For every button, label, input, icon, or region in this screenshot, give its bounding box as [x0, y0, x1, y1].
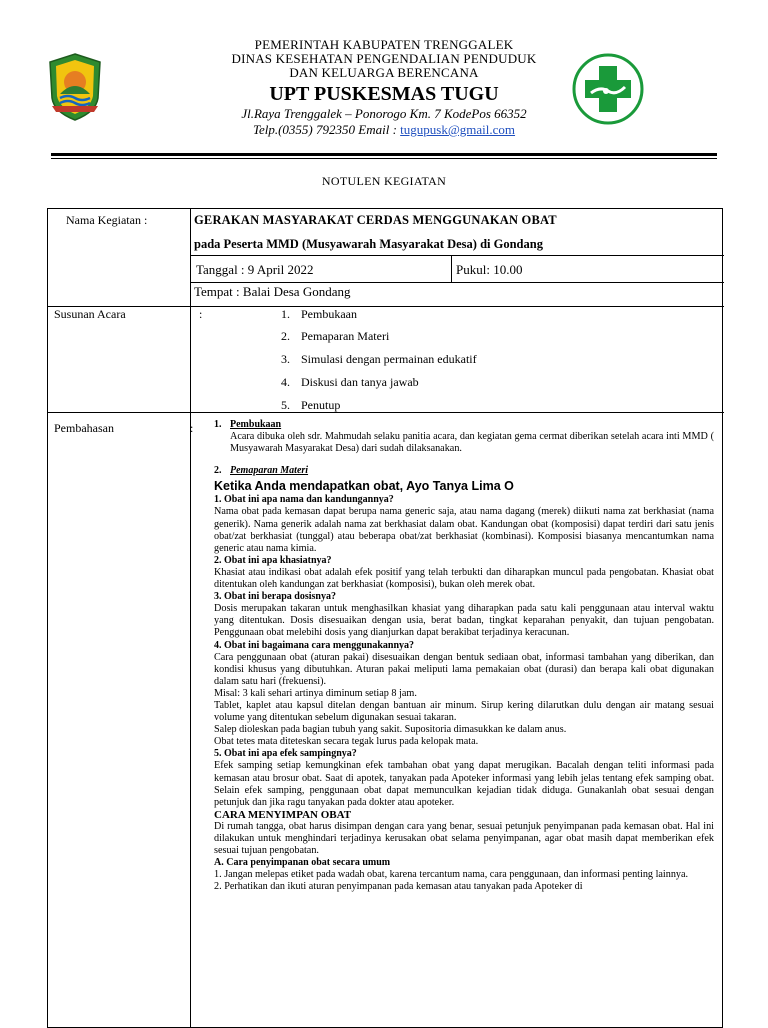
phone-text: Telp.(0355) 792350 Email : — [252, 122, 401, 137]
paragraph: Di rumah tangga, obat harus disimpan dengan cara yang benar, sesuai petunjuk penyimpanan pada kemasan obat. Hal ini dilakukan untuk menghindari terjadinya kerusakan obat selama penyimpanan, agar obat masih dapat memberikan efek sesuai tujuan pengobatan. — [214, 820, 714, 857]
section-heading — [214, 419, 714, 431]
question-heading: 3. Obat ini berapa dosisnya? — [214, 591, 336, 603]
agenda-item — [281, 352, 477, 367]
paragraph: Misal: 3 kali sehari artinya diminum setiap 8 jam. — [214, 687, 417, 699]
paragraph: Salep dioleskan pada bagian tubuh yang sakit. Supositoria dimasukkan ke dalam anus. — [214, 724, 567, 736]
organization-name: UPT PUSKESMAS TUGU — [269, 83, 499, 105]
agenda-number: 3. — [281, 352, 290, 366]
paragraph: Efek samping setiap kemungkinan efek tambahan obat yang dapat merugikan. Bacalah dengan teliti informasi pada kemasan atau brosur obat. Saat di apotek, tanyakan pada Apoteker informasi yang lebih jelas tentang efek samping obat. Selain efek samping, penggunaan obat dapat memunculkan kejadian tidak diduga. Gunakanlah obat sesuai dengan petunjuk dan jika ragu tanyakan pada dokter atau apoteker. — [214, 760, 714, 808]
paragraph: Cara penggunaan obat (aturan pakai) disesuaikan dengan bentuk sediaan obat, informasi tambahan yang diberikan, dan kondisi khusus yang dibutuhkan. Aturan pakai meliputi lama pemakaian obat (durasi) dan berapa kali obat digunakan dalam satu hari (frekuensi). — [214, 651, 714, 687]
agenda-item — [281, 375, 419, 390]
pembahasan-colon: : — [190, 421, 194, 435]
agenda-number: 4. — [281, 375, 290, 389]
agenda-text: Pembukaan — [301, 307, 357, 321]
question-heading: 1. Obat ini apa nama dan kandungannya? — [214, 494, 394, 506]
row-divider — [190, 282, 724, 283]
paragraph: Nama obat pada kemasan dapat berupa nama generic saja, atau nama dagang (merek) diikuti nama zat berkhasiat (nama generik). Nama generik adalah nama zat berkhasiat dalam obat. Kandungan obat (komposisi) dapat terdiri dari satu jenis obat/zat berkhasiat (tunggal) atau beberapa obat/zat berkhasiat (kombinasi). Komposisi biasanya mencantumkan nama generic atau nama kimia. — [214, 506, 714, 554]
address: Jl.Raya Trenggalek – Ponorogo Km. 7 KodePos 66352 — [241, 106, 527, 121]
column-divider — [190, 209, 194, 1027]
paragraph: Acara dibuka oleh sdr. Mahmudah selaku panitia acara, dan kegiatan gema cermat diberikan setelah acara inti MMD ( Musyawarah Masyarakat Desa) dari sudah dilaksanakan. — [230, 431, 714, 455]
email-link[interactable]: tugupusk@gmail.com — [400, 122, 516, 137]
tanggal-value: Tanggal : 9 April 2022 — [196, 262, 314, 277]
agenda-item — [281, 398, 340, 413]
agenda-text: Simulasi dengan permainan edukatif — [301, 352, 477, 366]
pukul-value: Pukul: 10.00 — [456, 262, 523, 277]
section-number: 1. — [214, 419, 222, 430]
agenda-number: 5. — [281, 398, 290, 412]
kegiatan-title: GERAKAN MASYARAKAT CERDAS MENGGUNAKAN OBAT — [194, 213, 557, 227]
kegiatan-subtitle: pada Peserta MMD (Musyawarah Masyarakat Desa) di Gondang — [194, 237, 543, 251]
agenda-number: 2. — [281, 329, 290, 343]
agenda-text: Penutup — [301, 398, 341, 412]
section-number: 2. — [214, 465, 222, 477]
question-heading: 4. Obat ini bagaimana cara menggunakannya? — [214, 639, 415, 651]
paragraph: 2. Perhatikan dan ikuti aturan penyimpanan pada kemasan atau tanyakan pada Apoteker di — [214, 881, 583, 893]
agenda-text: Diskusi dan tanya jawab — [301, 375, 419, 389]
tanggal-divider — [451, 255, 452, 282]
material-heading: Ketika Anda mendapatkan obat, Ayo Tanya Lima O — [214, 479, 514, 494]
agenda-item — [281, 329, 389, 344]
row-divider — [48, 412, 724, 413]
paragraph: Khasiat atau indikasi obat adalah efek positif yang telah terbukti dan diharapkan muncul pada pengobatan. Khasiat obat ditentukan oleh kandungan zat berkhasiat (komposisi), bukan oleh merek obat. — [214, 566, 714, 591]
row-divider — [190, 255, 724, 256]
susunan-colon: : — [199, 307, 203, 321]
row-divider — [48, 306, 724, 307]
paragraph: 1. Jangan melepas etiket pada wadah obat, karena tercantum nama, cara penggunaan, dan informasi penting lainnya. — [214, 869, 689, 881]
tempat-value: Tempat : Balai Desa Gondang — [194, 284, 351, 299]
trenggalek-regency-emblem — [46, 52, 104, 122]
puskesmas-logo — [572, 53, 644, 125]
agenda-text: Pemaparan Materi — [301, 329, 390, 343]
letterhead-rule-thin — [51, 158, 717, 159]
paragraph: Dosis merupakan takaran untuk menghasilkan khasiat yang diharapkan pada satu kali penggunaan atau interval waktu yang ditentukan. Dosis disesuaikan dengan usia, berat badan, tingkat keparahan penyakit, dan tujuan pengobatan. Penggunaan obat melebihi dosis yang dianjurkan dapat berakibat terjadinya keracunan. — [214, 603, 714, 639]
question-heading: 5. Obat ini apa efek sampingnya? — [214, 748, 357, 760]
paragraph: Tablet, kaplet atau kapsul ditelan dengan bantuan air minum. Sirup kering dilarutkan dulu dengan air matang sesuai volume yang ditentukan sebelum digunakan sesuai takaran. — [214, 699, 714, 724]
agency-name: DINAS KESEHATAN PENGENDALIAN PENDUDUK — [231, 51, 537, 66]
kegiatan-label: Nama Kegiatan : — [66, 213, 148, 227]
section-title: Pemaparan Materi — [230, 465, 309, 477]
letterhead — [150, 38, 618, 138]
paragraph: Obat tetes mata diteteskan secara tegak lurus pada kelopak mata. — [214, 736, 479, 748]
section-title: Pembukaan — [230, 419, 282, 430]
letterhead-rule — [51, 153, 717, 156]
subsection-heading: A. Cara penyimpanan obat secara umum — [214, 857, 391, 869]
agenda-item — [281, 307, 357, 322]
agency-name-cont: DAN KELUARGA BERENCANA — [289, 65, 479, 80]
question-heading: 2. Obat ini apa khasiatnya? — [214, 554, 332, 566]
pembahasan-content — [214, 419, 714, 893]
document-title: NOTULEN KEGIATAN — [321, 174, 447, 188]
contact-line — [150, 122, 618, 138]
pembahasan-label: Pembahasan — [54, 421, 114, 435]
susunan-label: Susunan Acara — [54, 307, 126, 321]
section-heading — [214, 465, 714, 477]
storage-heading: CARA MENYIMPAN OBAT — [214, 808, 352, 821]
agenda-number: 1. — [281, 307, 290, 321]
government-name: PEMERINTAH KABUPATEN TRENGGALEK — [254, 37, 514, 52]
